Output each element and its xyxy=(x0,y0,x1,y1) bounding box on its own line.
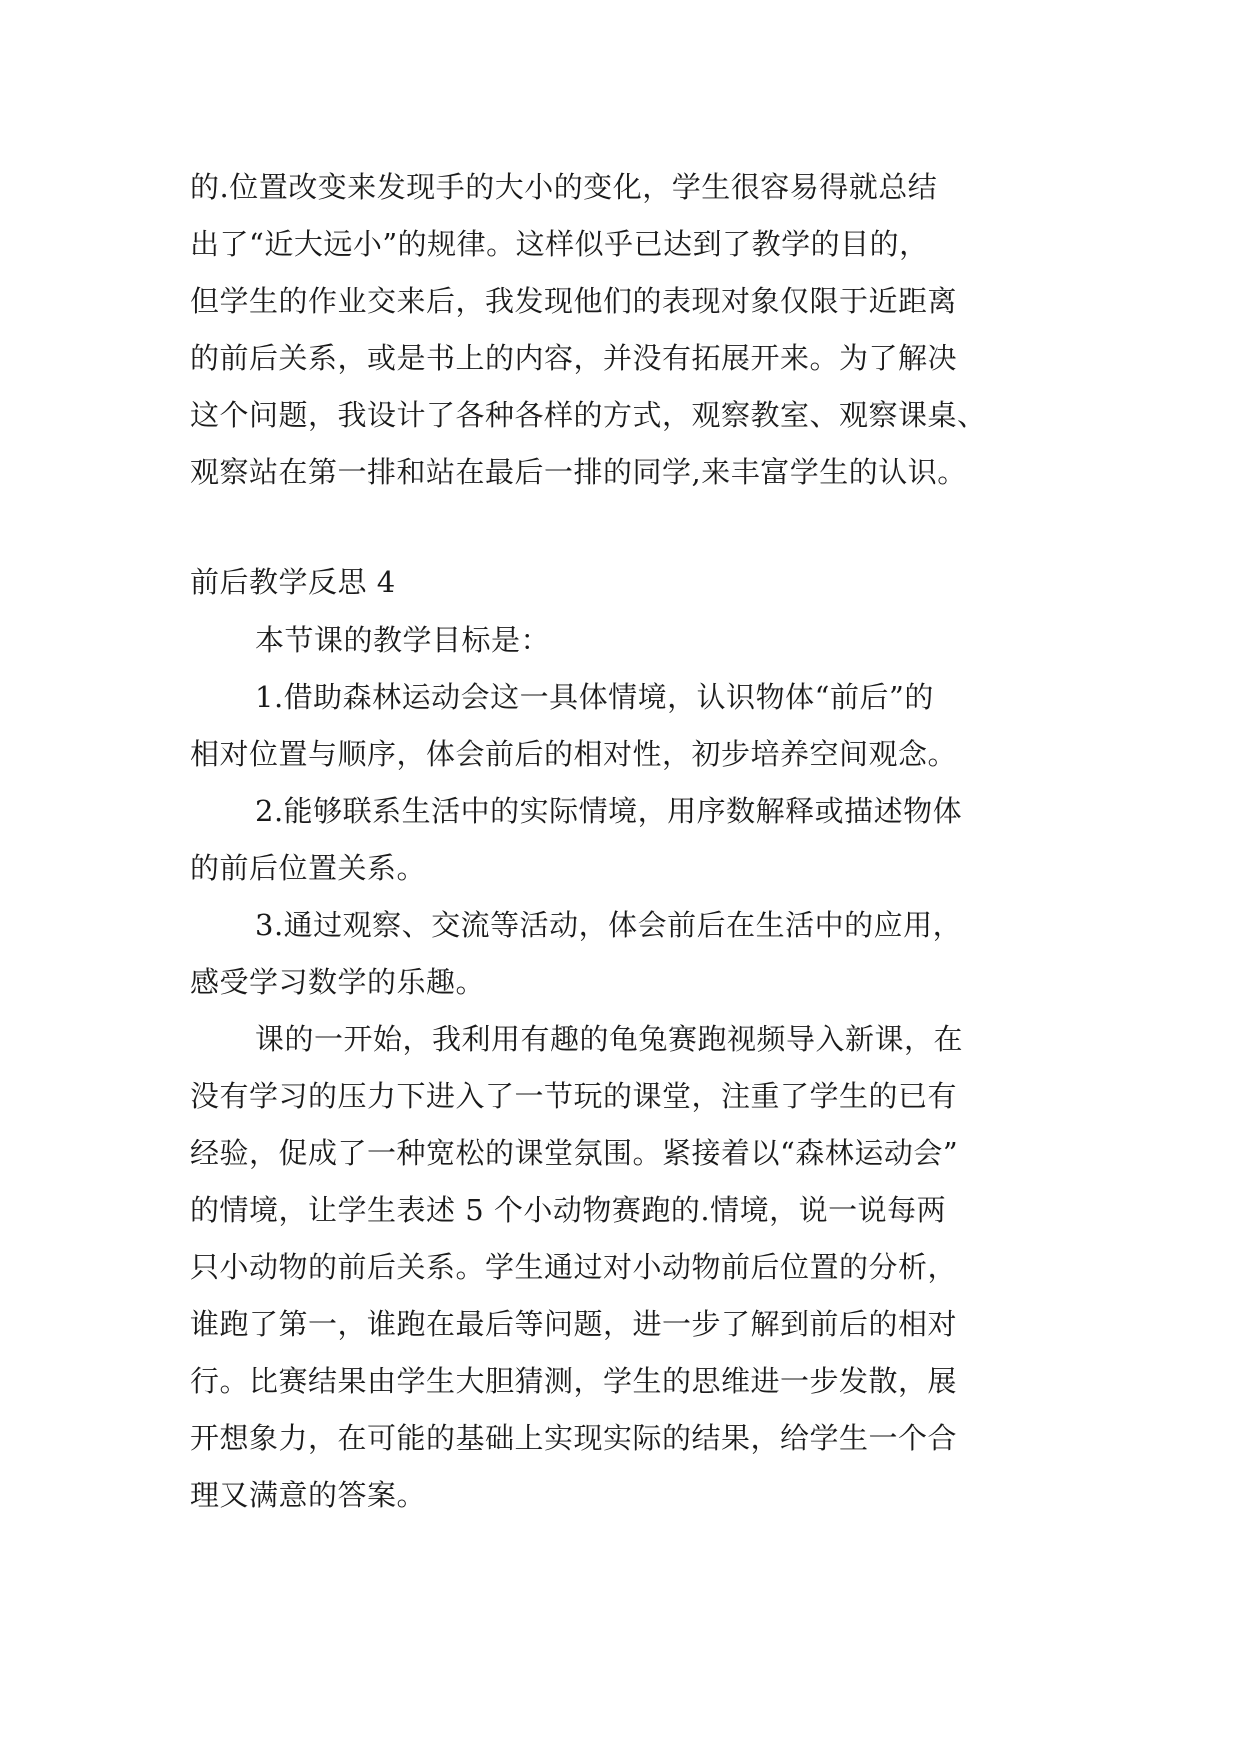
paragraph-line: 相对位置与顺序，体会前后的相对性，初步培养空间观念。 xyxy=(190,737,958,771)
paragraph-line: 出了“近大远小”的规律。这样似乎已达到了教学的目的， xyxy=(190,227,929,261)
goal-item-1: 1.借助森林运动会这一具体情境，认识物体“前后”的 xyxy=(255,680,934,714)
section-heading: 前后教学反思 4 xyxy=(190,565,396,599)
goal-item-3: 3.通过观察、交流等活动，体会前后在生活中的应用， xyxy=(255,908,963,942)
paragraph-line: 感受学习数学的乐趣。 xyxy=(190,965,486,999)
paragraph-line: 的前后关系，或是书上的内容，并没有拓展开来。为了解决 xyxy=(190,341,958,375)
paragraph-line: 只小动物的前后关系。学生通过对小动物前后位置的分析， xyxy=(190,1250,958,1284)
paragraph-line: 课的一开始，我利用有趣的龟兔赛跑视频导入新课，在 xyxy=(255,1022,964,1056)
paragraph-line: 的.位置改变来发现手的大小的变化，学生很容易得就总结 xyxy=(190,170,938,204)
paragraph-line: 谁跑了第一，谁跑在最后等问题，进一步了解到前后的相对 xyxy=(190,1307,958,1341)
paragraph-line: 但学生的作业交来后，我发现他们的表现对象仅限于近距离 xyxy=(190,284,958,318)
paragraph-line: 这个问题，我设计了各种各样的方式，观察教室、观察课桌、 xyxy=(190,398,987,432)
paragraph-line: 的情境，让学生表述 5 个小动物赛跑的.情境，说一说每两 xyxy=(190,1193,947,1227)
goal-item-2: 2.能够联系生活中的实际情境，用序数解释或描述物体 xyxy=(255,794,963,828)
paragraph-line: 行。比赛结果由学生大胆猜测，学生的思维进一步发散，展 xyxy=(190,1364,958,1398)
paragraph-line: 开想象力，在可能的基础上实现实际的结果，给学生一个合 xyxy=(190,1421,958,1455)
paragraph-line: 本节课的教学目标是： xyxy=(255,623,551,657)
paragraph-line: 理又满意的答案。 xyxy=(190,1478,427,1512)
paragraph-line: 的前后位置关系。 xyxy=(190,851,427,885)
paragraph-line: 经验，促成了一种宽松的课堂氛围。紧接着以“森林运动会” xyxy=(190,1136,959,1170)
paragraph-line: 没有学习的压力下进入了一节玩的课堂，注重了学生的已有 xyxy=(190,1079,958,1113)
paragraph-line: 观察站在第一排和站在最后一排的同学,来丰富学生的认识。 xyxy=(190,455,967,489)
